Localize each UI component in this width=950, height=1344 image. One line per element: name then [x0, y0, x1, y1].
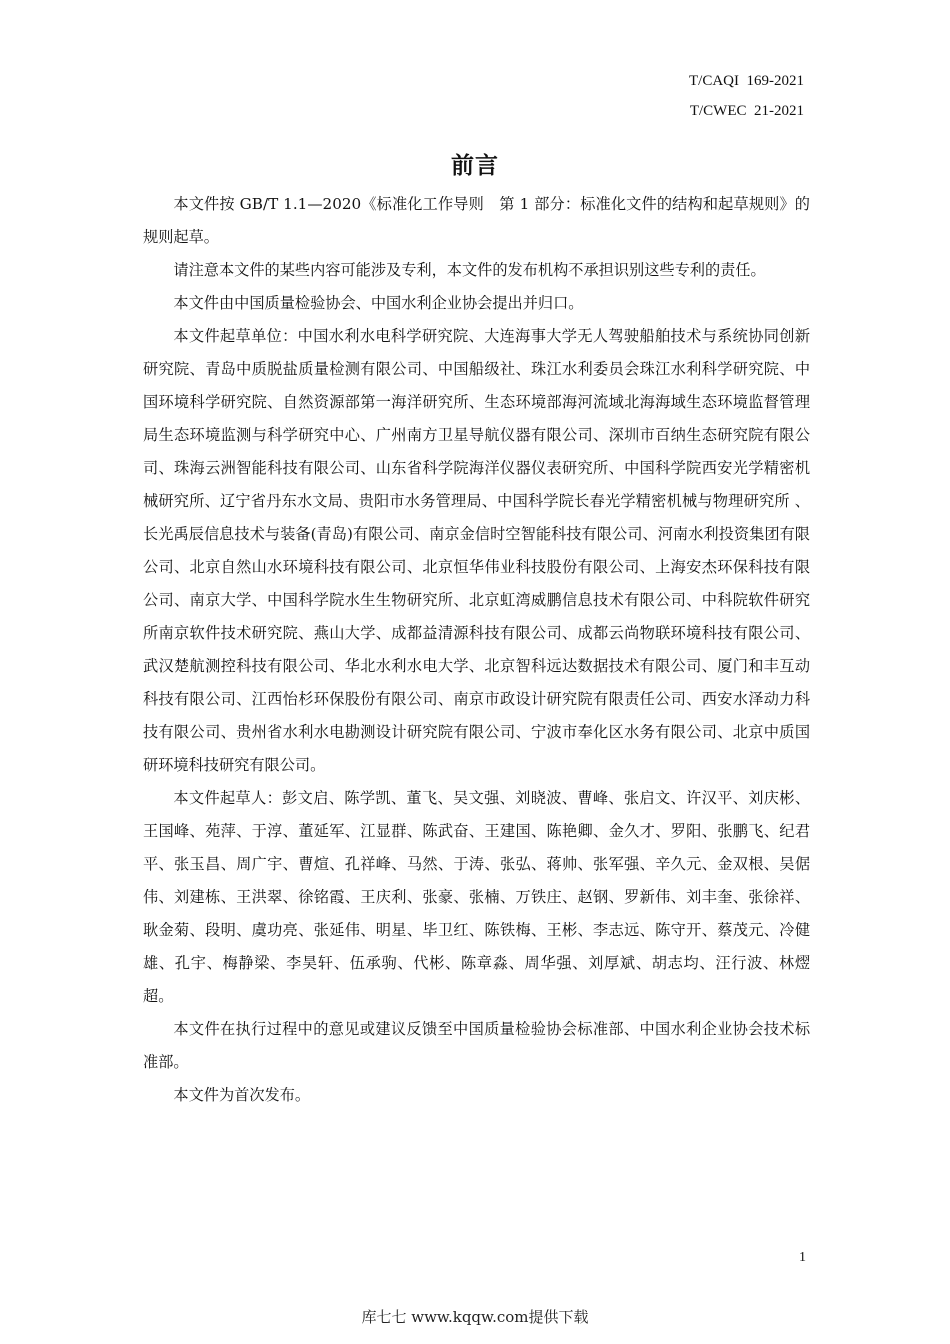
paragraph-drafting-rules: 本文件按 GB/T 1.1—2020《标准化工作导则 第 1 部分：标准化文件的结构和起草规则》的规则起草。 [143, 195, 810, 246]
foreword-body [143, 188, 810, 1112]
download-watermark: 库七七 www.kqqw.com提供下载 [361, 1308, 589, 1326]
page-number: 1 [799, 1250, 806, 1265]
standard-code-caqi: T/CAQI 169-2021 [689, 73, 804, 89]
paragraph-drafters: 本文件起草人：彭文启、陈学凯、董飞、吴文强、刘晓波、曹峰、张启文、许汉平、刘庆彬、王国峰、苑萍、于淳、董延军、江显群、陈武奋、王建国、陈艳卿、金久才、罗阳、张鹏飞、纪君平、张玉昌、周广宇、曹煊、孔祥峰、马然、于涛、张弘、蒋帅、张军强、辛久元、金双根、吴倨伟、刘建栋、王洪翠、徐铭霞、王庆利、张豪、张楠、万铁庄、赵钢、罗新伟、刘丰奎、张徐祥、耿金菊、段明、虞功亮、张延伟、明星、毕卫红、陈铁梅、王彬、李志远、陈守开、蔡茂元、冷健雄、孔宇、梅静梁、李昊轩、伍承驹、代彬、陈章淼、周华强、刘厚斌、胡志均、汪行波、林熤超。 [143, 789, 810, 1005]
paragraph-proposer: 本文件由中国质量检验协会、中国水利企业协会提出并归口。 [173, 294, 584, 312]
page-title: 前言 [451, 153, 499, 179]
paragraph-first-release: 本文件为首次发布。 [173, 1086, 311, 1104]
standard-code-cwec: T/CWEC 21-2021 [689, 103, 804, 119]
paragraph-patent-notice: 请注意本文件的某些内容可能涉及专利，本文件的发布机构不承担识别这些专利的责任。 [173, 261, 766, 279]
standard-codes [689, 66, 804, 126]
paragraph-feedback: 本文件在执行过程中的意见或建议反馈至中国质量检验协会标准部、中国水利企业协会技术标准部。 [143, 1020, 810, 1071]
paragraph-drafting-units: 本文件起草单位：中国水利水电科学研究院、大连海事大学无人驾驶船舶技术与系统协同创新研究院、青岛中质脱盐质量检测有限公司、中国船级社、珠江水利委员会珠江水利科学研究院、中国环境科学研究院、自然资源部第一海洋研究所、生态环境部海河流域北海海域生态环境监督管理局生态环境监测与科学研究中心、广州南方卫星导航仪器有限公司、深圳市百纳生态研究院有限公司、珠海云洲智能科技有限公司、山东省科学院海洋仪器仪表研究所、中国科学院西安光学精密机械研究所、辽宁省丹东水文局、贵阳市水务管理局、中国科学院长春光学精密机械与物理研究所 、长光禹辰信息技术与装备(青岛)有限公司、南京金信时空智能科技有限公司、河南水利投资集团有限公司、北京自然山水环境科技有限公司、北京恒华伟业科技股份有限公司、上海安杰环保科技有限公司、南京大学、中国科学院水生生物研究所、北京虹湾威鹏信息技术有限公司、中科院软件研究所南京软件技术研究院、燕山大学、成都益清源科技有限公司、成都云尚物联环境科技有限公司、武汉楚航测控科技有限公司、华北水利水电大学、北京智科远达数据技术有限公司、厦门和丰互动科技有限公司、江西怡杉环保股份有限公司、南京市政设计研究院有限责任公司、西安水泽动力科技有限公司、贵州省水利水电勘测设计研究院有限公司、宁波市奉化区水务有限公司、北京中质国研环境科技研究有限公司。 [143, 327, 810, 774]
